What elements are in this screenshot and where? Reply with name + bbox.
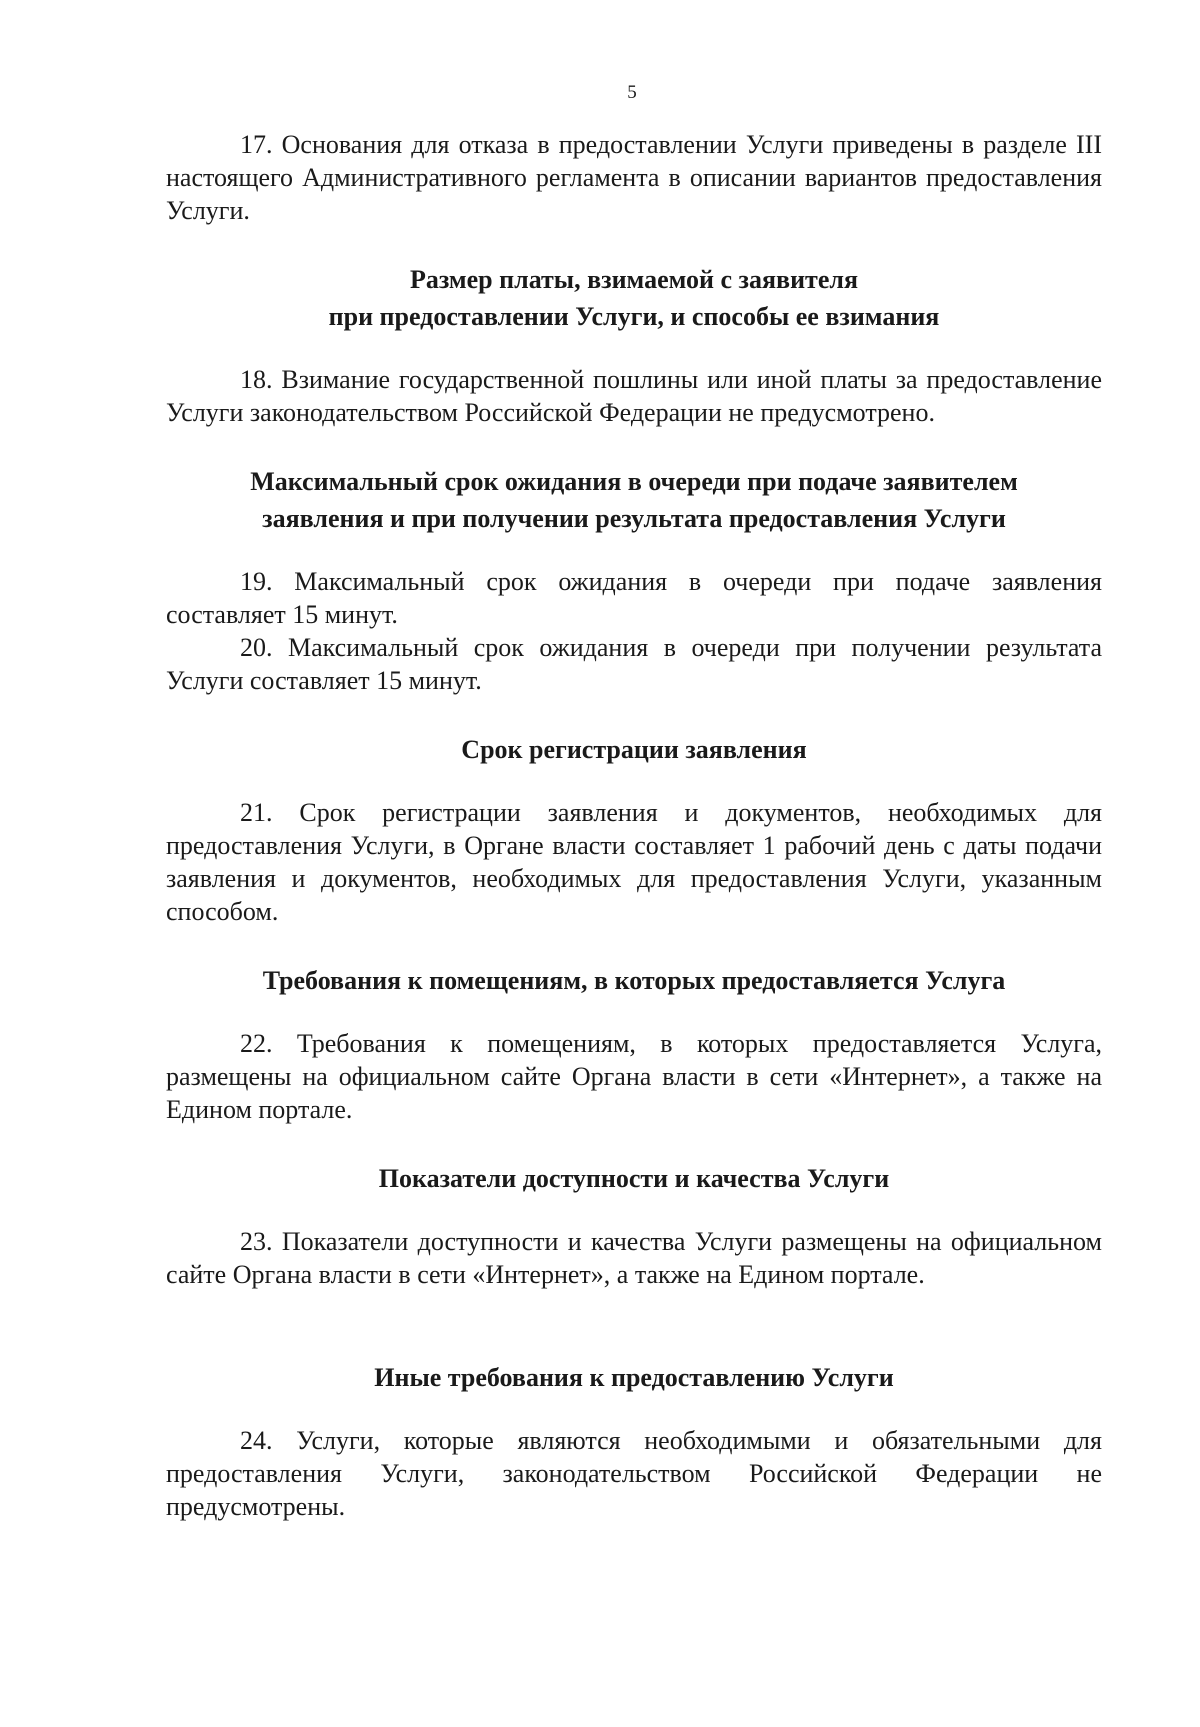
paragraph-24: 24. Услуги, которые являются необходимыми и обязательными для предоставления Услуги, законодательством Российской Федерации не предусмотрены. xyxy=(166,1426,1102,1521)
heading-queue-line-1: Максимальный срок ожидания в очереди при подаче заявителем xyxy=(250,467,1018,496)
heading-quality: Показатели доступности и качества Услуги xyxy=(378,1164,890,1193)
heading-queue-line-2: заявления и при получении результата предоставления Услуги xyxy=(262,504,1006,533)
heading-other-requirements: Иные требования к предоставлению Услуги xyxy=(374,1363,894,1392)
paragraph-20: 20. Максимальный срок ожидания в очереди при получении результата Услуги составляет 15 минут. xyxy=(166,633,1102,695)
page-number: 5 xyxy=(627,82,637,103)
document-body xyxy=(166,128,1102,1523)
heading-fee-line-1: Размер платы, взимаемой с заявителя xyxy=(409,265,859,294)
heading-fee-line-2: при предоставлении Услуги, и способы ее взимания xyxy=(328,302,940,331)
paragraph-18: 18. Взимание государственной пошлины или иной платы за предоставление Услуги законодательством Российской Федерации не предусмотрено. xyxy=(166,365,1102,427)
heading-registration: Срок регистрации заявления xyxy=(461,735,807,764)
heading-fee xyxy=(166,261,1102,335)
paragraph-23: 23. Показатели доступности и качества Услуги размещены на официальном сайте Органа власти в сети «Интернет», а также на Едином портале. xyxy=(166,1227,1102,1289)
paragraph-22: 22. Требования к помещениям, в которых предоставляется Услуга, размещены на официальном сайте Органа власти в сети «Интернет», а также на Едином портале. xyxy=(166,1029,1102,1124)
paragraph-17: 17. Основания для отказа в предоставлении Услуги приведены в разделе III настоящего Административного регламента в описании вариантов предоставления Услуги. xyxy=(166,130,1102,225)
paragraph-21: 21. Срок регистрации заявления и документов, необходимых для предоставления Услуги, в Органе власти составляет 1 рабочий день с даты подачи заявления и документов, необходимых для предоставления Услуги, указанным способом. xyxy=(166,798,1102,926)
heading-queue xyxy=(166,463,1102,537)
paragraph-19: 19. Максимальный срок ожидания в очереди при подаче заявления составляет 15 минут. xyxy=(166,567,1102,629)
heading-premises: Требования к помещениям, в которых предоставляется Услуга xyxy=(262,966,1006,995)
